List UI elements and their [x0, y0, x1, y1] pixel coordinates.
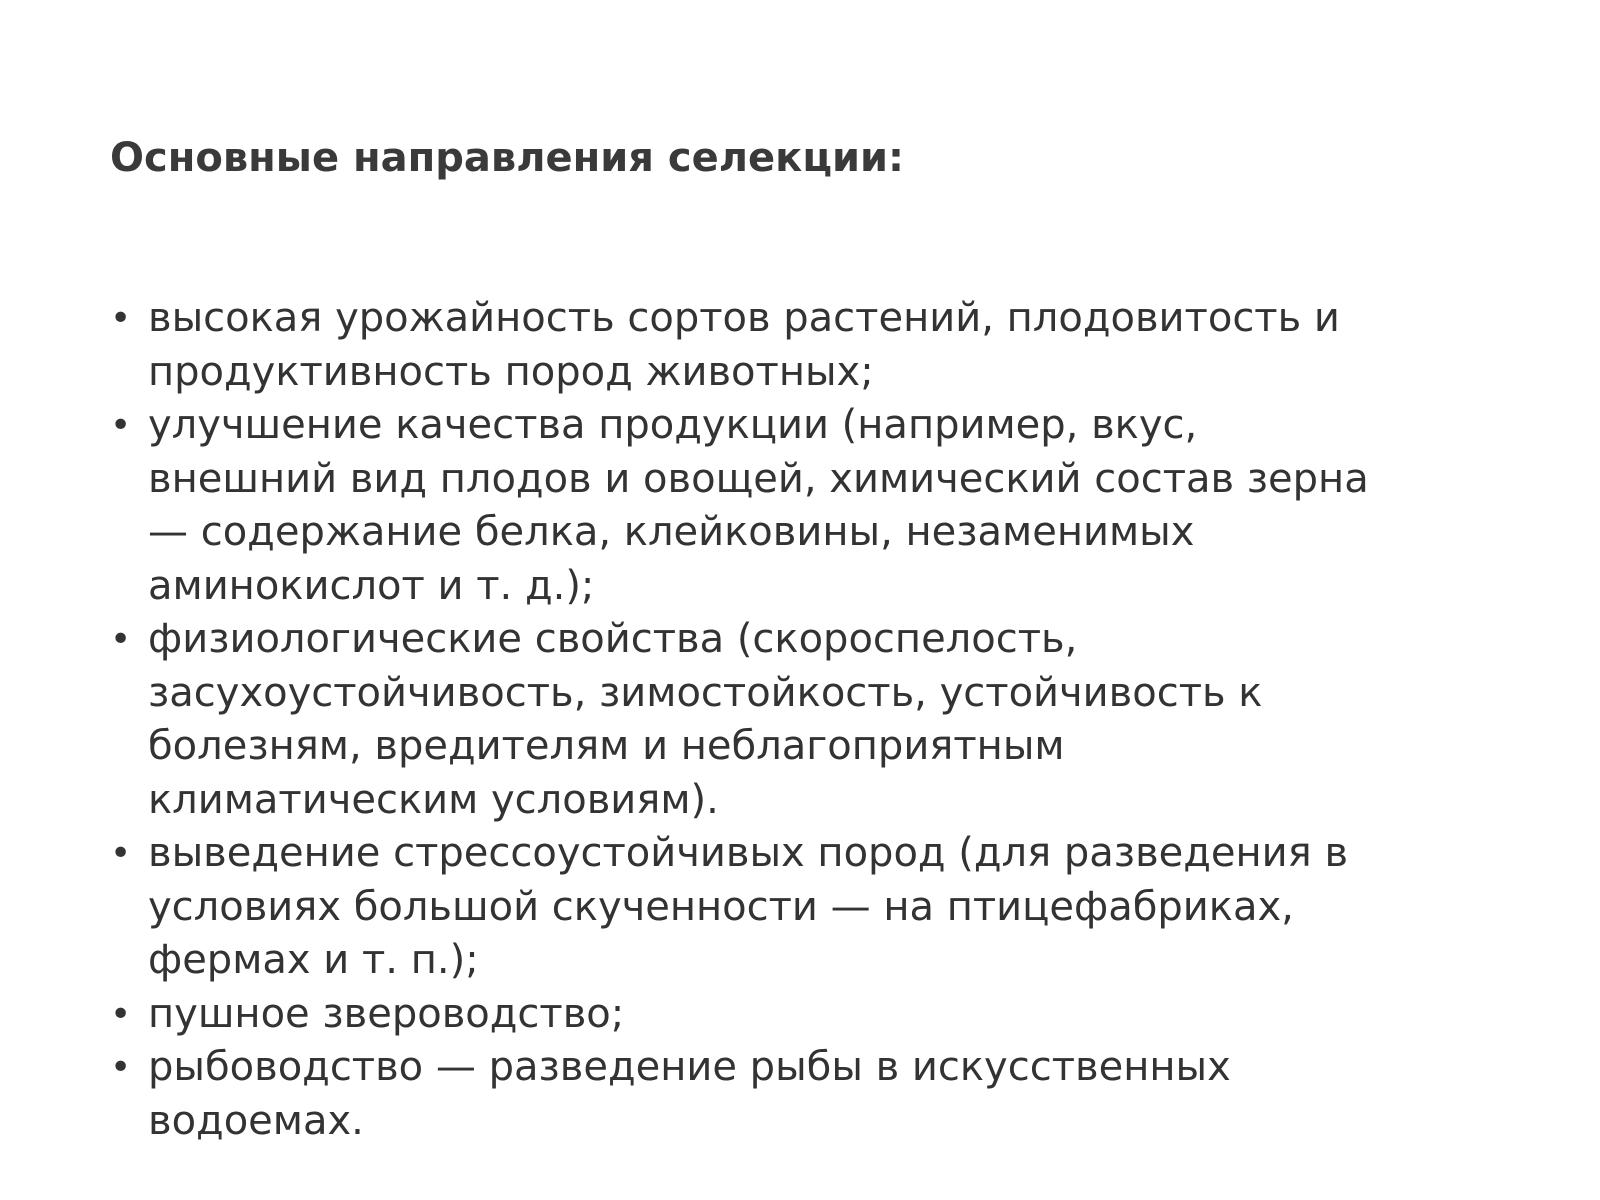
bullet-dot-icon: • — [110, 298, 132, 339]
bullet-dot-icon: • — [110, 993, 132, 1035]
bullet-dot-icon: • — [110, 1047, 132, 1088]
bullet-text-line: улучшение качества продукции (например, вкус, — [148, 402, 1198, 448]
slide-title: Основные направления селекции: — [110, 135, 905, 181]
bullet-text-line: водоемах. — [148, 1097, 364, 1144]
bullet-text-line: климатическим условиям). — [148, 776, 719, 823]
bullet-text-line: условиях большой скученности — на птицефабриках, — [148, 883, 1294, 930]
bullet-text-line: аминокислот и т. д.); — [148, 562, 595, 609]
bullet-text-line: высокая урожайность сортов растений, плодовитость и — [148, 295, 1340, 341]
bullet-text-line: фермах и т. п.); — [148, 937, 479, 983]
bullet-item-fish-farming — [108, 1041, 1508, 1148]
bullet-text-line: засухоустойчивость, зимостойкость, устойчивость к — [148, 669, 1263, 716]
bullet-dot-icon: • — [110, 833, 132, 874]
bullet-text-line: продуктивность пород животных; — [148, 348, 874, 395]
bullet-dot-icon: • — [110, 619, 132, 660]
bullet-text-line: пушное звероводство; — [148, 990, 625, 1037]
bullet-text-line: внешний вид плодов и овощей, химический состав зерна — [148, 455, 1369, 502]
bullet-item-yield — [108, 292, 1508, 399]
bullet-dot-icon: • — [110, 405, 132, 446]
bullet-item-physiology — [108, 613, 1508, 827]
bullet-text-line: — содержание белка, клейковины, незаменимых — [148, 509, 1195, 555]
bullet-item-stress-resistance — [108, 827, 1508, 988]
bullet-list — [108, 292, 1508, 1148]
bullet-text-line: болезням, вредителям и неблагоприятным — [148, 723, 1065, 769]
bullet-text-line: физиологические свойства (скороспелость, — [148, 616, 1078, 662]
bullet-text-line: выведение стрессоустойчивых пород (для разведения в — [148, 830, 1349, 876]
bullet-item-fur-farming — [108, 988, 1508, 1042]
bullet-item-quality — [108, 399, 1508, 613]
bullet-text-line: рыбоводство — разведение рыбы в искусственных — [148, 1044, 1231, 1090]
